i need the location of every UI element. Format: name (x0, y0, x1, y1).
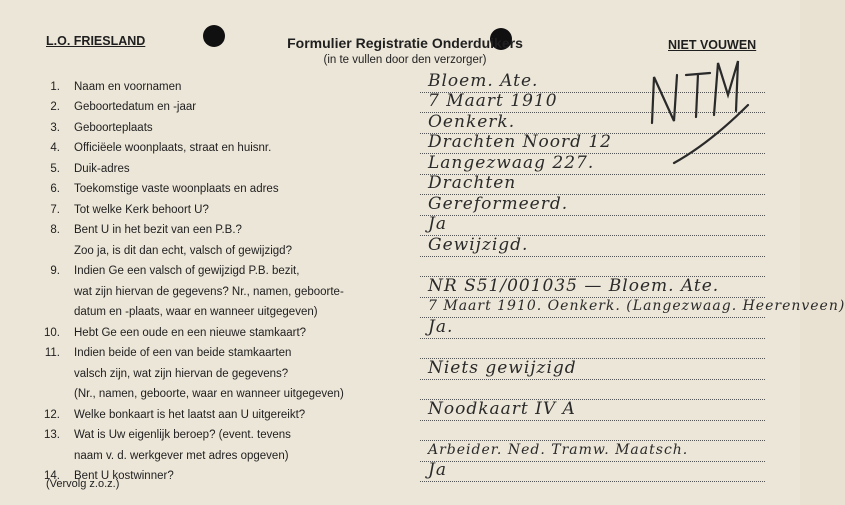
form-row (30, 460, 765, 487)
dotted-answer-line (420, 379, 765, 380)
handwritten-answer: Noodkaart IV A (428, 399, 576, 419)
field-label: Geboortedatum en -jaar (74, 101, 197, 113)
dotted-answer-line (420, 338, 765, 339)
field-number: 2. (50, 101, 60, 113)
handwritten-answer: Ja (428, 460, 447, 480)
dotted-answer-line (420, 481, 765, 482)
dotted-answer-line (420, 256, 765, 257)
field-number: 13. (44, 429, 60, 441)
handwritten-answer: NR S51/001035 — Bloem. Ate. (428, 276, 720, 296)
handwritten-answer: Gereformeerd. (428, 194, 569, 214)
field-label: Tot welke Kerk behoort U? (74, 204, 209, 216)
handwritten-answer: Oenkerk. (428, 112, 516, 132)
handwritten-answer: Drachten (428, 173, 517, 193)
handwritten-answer: Gewijzigd. (428, 235, 529, 255)
form-row (30, 298, 845, 323)
handwritten-answer: Arbeider. Ned. Tramw. Maatsch. (428, 442, 689, 458)
field-label: Toekomstige vaste woonplaats en adres (74, 183, 279, 195)
field-label: Hebt Ge een oude en een nieuwe stamkaart? (74, 327, 307, 339)
field-label: Wat is Uw eigenlijk beroep? (event. tevens (74, 429, 291, 441)
field-label: Welke bonkaart is het laatst aan U uitgereikt? (74, 409, 306, 421)
footer-continue-note: (Vervolg z.o.z.) (46, 478, 120, 490)
form-row (30, 173, 765, 200)
field-number: 11. (44, 347, 60, 359)
dotted-answer-line (420, 215, 765, 216)
form-row (30, 342, 765, 364)
form-title: Formulier Registratie Onderduikers (287, 35, 523, 51)
organization-label: L.O. FRIESLAND (46, 34, 146, 48)
field-label: Indien beide of een van beide stamkaarten (74, 347, 292, 359)
field-number: 1. (50, 81, 60, 93)
handwritten-answer: Bloem. Ate. (428, 71, 539, 91)
field-label: wat zijn hiervan de gegevens? Nr., namen, geboorte- (74, 286, 344, 298)
form-row (30, 194, 765, 221)
punch-hole (203, 25, 225, 47)
handwritten-answer: Drachten Noord 12 (428, 132, 612, 152)
field-number: 10. (44, 327, 60, 339)
dotted-answer-line (420, 461, 765, 462)
form-row (30, 442, 765, 467)
field-label: valsch zijn, wat zijn hiervan de gegevens? (74, 368, 289, 380)
field-number: 14. (44, 470, 60, 482)
field-label: Zoo ja, is dit dan echt, valsch of gewijzigd? (74, 245, 292, 257)
dotted-answer-line (420, 420, 765, 421)
field-label: Duik-adres (74, 163, 130, 175)
handwritten-answer: Langezwaag 227. (428, 153, 595, 173)
field-label: (Nr., namen, geboorte, waar en wanneer uitgegeven) (74, 388, 344, 400)
field-number: 7. (50, 204, 60, 216)
form-row (30, 214, 765, 241)
field-label: Officiëele woonplaats, straat en huisnr. (74, 142, 272, 154)
field-number: 3. (50, 122, 60, 134)
field-number: 8. (50, 224, 60, 236)
form-subtitle: (in te vullen door den verzorger) (323, 54, 487, 66)
field-number: 5. (50, 163, 60, 175)
field-label: datum en -plaats, waar en wanneer uitgegeven) (74, 306, 318, 318)
handwritten-answer: 7 Maart 1910. Oenkerk. (Langezwaag. Heerenveen) (428, 298, 845, 314)
field-label: Indien Ge een valsch of gewijzigd P.B. bezit, (74, 265, 300, 277)
field-label: Naam en voornamen (74, 81, 182, 93)
no-fold-notice: NIET VOUWEN (668, 38, 757, 52)
field-label: Bent U kostwinner? (74, 470, 174, 482)
handwritten-answer: Niets gewijzigd (428, 358, 577, 378)
field-number: 4. (50, 142, 60, 154)
handwritten-answer: Ja. (428, 317, 454, 337)
form-row (30, 317, 765, 344)
form-row (30, 399, 765, 426)
field-number: 6. (50, 183, 60, 195)
form-row (30, 358, 765, 385)
field-number: 9. (50, 265, 60, 277)
ntm-annotation-mark (630, 55, 760, 175)
field-label: naam v. d. werkgever met adres opgeven) (74, 450, 289, 462)
form-row (30, 383, 765, 405)
dotted-answer-line (420, 317, 765, 318)
field-label: Bent U in het bezit van een P.B.? (74, 224, 242, 236)
handwritten-answer: Ja (428, 214, 447, 234)
field-label: Geboorteplaats (74, 122, 153, 134)
form-row (30, 235, 765, 262)
handwritten-answer: 7 Maart 1910 (428, 91, 558, 111)
field-number: 12. (44, 409, 60, 421)
